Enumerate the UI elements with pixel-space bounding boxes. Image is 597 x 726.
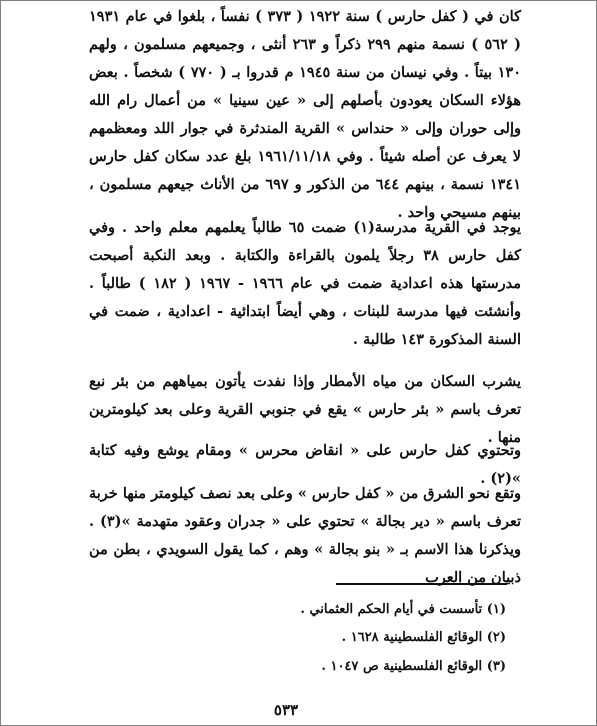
footnote-2: (٢) الوقائع الفلسطينية ١٦٢٨ . xyxy=(341,630,506,645)
page-number: ٥٣٣ xyxy=(273,701,299,719)
book-page xyxy=(1,1,596,725)
paragraph-water: يشرب السكان من مياه الأمطار وإذا نفدت يأتون بمياههم من بئر نبع تعرف باسم « بئر حارس » يقع في جنوبي القرية وعلى بعد كيلومترين منها . xyxy=(89,373,521,446)
footnote-1: (١) تأسست في أيام الحكم العثماني . xyxy=(300,602,506,617)
footnote-3: (٣) الوقائع الفلسطينية ص ١٠٤٧ . xyxy=(321,659,506,674)
paragraph-population: كان في ( كفل حارس ) سنة ١٩٢٢ ( ٣٧٣ ) نفساً ، بلغوا في عام ١٩٣١ ( ٥٦٢ ) نسمة منهم ٢٩٩ ذكراً و ٢٦٣ أنثى ، وجميعهم مسلمون ، ولهم ١٣٠ بيتاً . وفي نيسان من سنة ١٩٤٥ م قدروا بـ ( ٧٧٠ ) شخصاً . بعض هؤلاء السكان يعودون بأصلهم إلى « عين سينيا » من أعمال رام الله وإلى حوران وإلى « حنداس » القرية المندثرة في جوار اللد ومعظمهم لا يعرف عن أصله شيئاً . وفي ١٩٦١/١١/١٨ بلغ عدد سكان كفل حارس ١٣٤١ نسمة ، بينهم ٦٤٤ من الذكور و ٦٩٧ من الأناث جيعهم مسلمون ، بينهم مسيحي واحد . xyxy=(89,8,522,221)
footnote-separator xyxy=(336,583,507,585)
paragraph-khirba: وتقع نحو الشرق من « كفل حارس » وعلى بعد نصف كيلومتر منها خربة تعرف باسم « دير بجالة » تحتوي على « جدران وعقود متهدمة »(٣) . ويذكرنا هذا الاسم بـ « بنو بجالة » وهم ، كما يقول السويدي ، بطن من ذبيان من العرب xyxy=(89,485,521,586)
paragraph-education: يوجد في القرية مدرسة(١) ضمت ٦٥ طالباً يعلمهم معلم واحد . وفي كفل حارس ٣٨ رجلاً يلمون بالقراءة والكتابة . وبعد النكبة أصبحت مدرستها هذه اعدادية ضمت في عام ١٩٦٦ - ١٩٦٧ ( ١٨٢ ) طالباً . وأنشئت فيها مدرسة للبنات ، وهي أيضاً ابتدائية - اعدادية ، ضمت في السنة المذكورة ١٤٣ طالبة . xyxy=(89,219,521,348)
paragraph-antiquities: وتحتوي كفل حارس على « انقاض محرس » ومقام يوشع وفيه كتابة »(٢) . xyxy=(89,442,521,487)
